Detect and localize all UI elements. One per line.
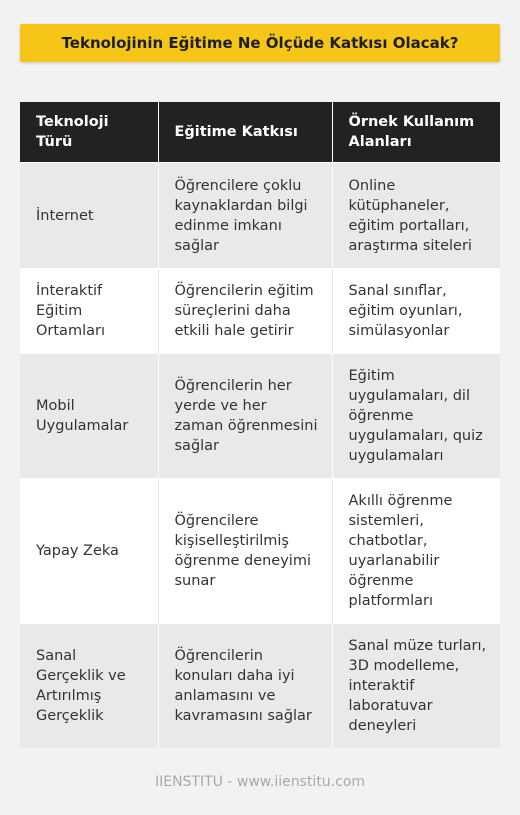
- table-cell-technology: İnteraktif Eğitim Ortamları: [20, 269, 158, 354]
- column-header-contribution: Eğitime Katkısı: [158, 102, 332, 163]
- table-row: [20, 624, 500, 748]
- table-cell-examples: Eğitim uygulamaları, dil öğrenme uygulamaları, quiz uygulamaları: [332, 354, 500, 479]
- table-cell-examples: Sanal sınıflar, eğitim oyunları, simülasyonlar: [332, 269, 500, 354]
- table-cell-technology: Mobil Uygulamalar: [20, 354, 158, 479]
- table-cell-contribution: Öğrencilere çoklu kaynaklardan bilgi edinme imkanı sağlar: [158, 163, 332, 269]
- table-cell-examples: Sanal müze turları, 3D modelleme, interaktif laboratuvar deneyleri: [332, 624, 500, 748]
- comparison-table: [20, 102, 500, 748]
- table-cell-contribution: Öğrencilerin eğitim süreçlerini daha etkili hale getirir: [158, 269, 332, 354]
- table-row: [20, 269, 500, 354]
- table-cell-contribution: Öğrencilere kişiselleştirilmiş öğrenme deneyimi sunar: [158, 479, 332, 624]
- footer-credit: IIENSTITU - www.iienstitu.com: [154, 774, 366, 790]
- table-cell-contribution: Öğrencilerin her yerde ve her zaman öğrenmesini sağlar: [158, 354, 332, 479]
- table-row: [20, 479, 500, 624]
- table-cell-examples: Online kütüphaneler, eğitim portalları, araştırma siteleri: [332, 163, 500, 269]
- table-cell-contribution: Öğrencilerin konuları daha iyi anlamasını ve kavramasını sağlar: [158, 624, 332, 748]
- table-row: [20, 163, 500, 269]
- column-header-technology-type: Teknoloji Türü: [20, 102, 158, 163]
- table-cell-examples: Akıllı öğrenme sistemleri, chatbotlar, uyarlanabilir öğrenme platformları: [332, 479, 500, 624]
- table-cell-technology: İnternet: [20, 163, 158, 269]
- column-header-example-uses: Örnek Kullanım Alanları: [332, 102, 500, 163]
- page-title: Teknolojinin Eğitime Ne Ölçüde Katkısı Olacak?: [20, 24, 500, 62]
- table-cell-technology: Yapay Zeka: [20, 479, 158, 624]
- table-row: [20, 354, 500, 479]
- table-cell-technology: Sanal Gerçeklik ve Artırılmış Gerçeklik: [20, 624, 158, 748]
- table-header-row: [20, 102, 500, 163]
